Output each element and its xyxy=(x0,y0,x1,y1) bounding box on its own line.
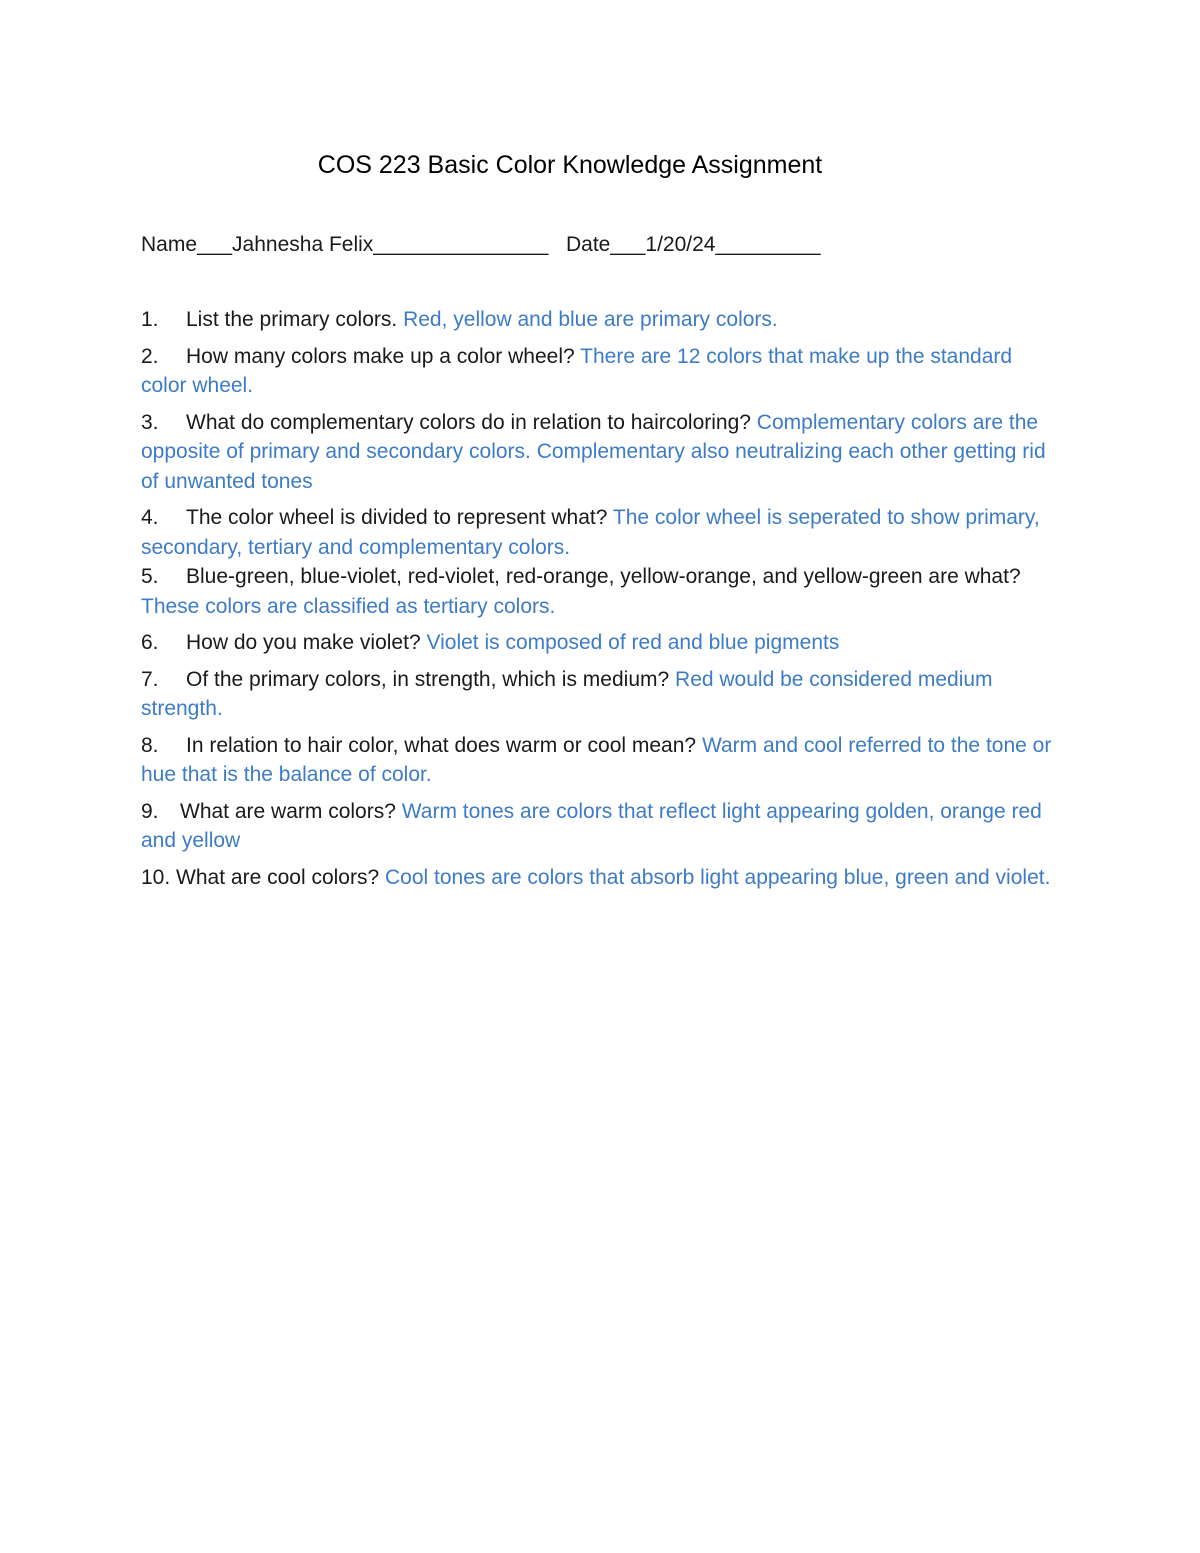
question-text: In relation to hair color, what does warm or cool mean? xyxy=(186,733,697,757)
list-item xyxy=(141,797,1061,856)
answer-text: There are 12 colors that make up the standard color wheel. xyxy=(141,344,1013,397)
question-text: What are warm colors? xyxy=(180,799,396,823)
question-text: How many colors make up a color wheel? xyxy=(186,344,575,368)
item-number: 8. xyxy=(141,733,159,757)
list-item xyxy=(141,305,1061,335)
list-item xyxy=(141,562,1061,621)
list-item xyxy=(141,342,1061,401)
name-date-line: Name___Jahnesha Felix_______________ Date___1/20/24_________ xyxy=(141,233,821,256)
answer-text: Complementary colors are the opposite of primary and secondary colors. Complementary also neutralizing each other getting rid of unwanted tones xyxy=(141,410,1046,493)
question-text: What are cool colors? xyxy=(176,865,380,889)
item-number: 2. xyxy=(141,344,159,368)
question-text: The color wheel is divided to represent what? xyxy=(186,506,608,529)
answer-text: Warm and cool referred to the tone or hue that is the balance of color. xyxy=(141,733,1052,786)
question-list xyxy=(141,305,1061,892)
list-item xyxy=(141,731,1061,790)
question-text: What do complementary colors do in relation to haircoloring? xyxy=(186,410,751,434)
item-number: 5. xyxy=(141,565,159,588)
answer-text: Cool tones are colors that absorb light appearing blue, green and violet. xyxy=(384,865,1051,889)
question-text: List the primary colors. xyxy=(186,308,398,331)
list-item xyxy=(141,408,1061,497)
item-number: 3. xyxy=(141,410,159,434)
item-number: 1. xyxy=(141,308,159,331)
item-number: 6. xyxy=(141,631,159,654)
item-number: 4. xyxy=(141,506,159,529)
answer-text: The color wheel is seperated to show primary, secondary, tertiary and complementary colors. xyxy=(141,506,1040,559)
document-title: COS 223 Basic Color Knowledge Assignment xyxy=(317,151,823,179)
question-text: Of the primary colors, in strength, which is medium? xyxy=(186,667,670,691)
item-number: 9. xyxy=(141,799,159,823)
list-item xyxy=(141,665,1061,724)
item-number: 7. xyxy=(141,667,159,691)
answer-text: Warm tones are colors that reflect light appearing golden, orange red and yellow xyxy=(141,799,1042,852)
answer-text: Red, yellow and blue are primary colors. xyxy=(403,308,778,331)
list-item xyxy=(141,503,1061,562)
list-item xyxy=(141,628,1061,658)
answer-text: Violet is composed of red and blue pigments xyxy=(426,631,840,654)
answer-text: Red would be considered medium strength. xyxy=(141,667,993,720)
question-text: How do you make violet? xyxy=(186,631,421,654)
item-number: 10. xyxy=(141,865,171,889)
list-item xyxy=(141,863,1061,893)
answer-text: These colors are classified as tertiary colors. xyxy=(141,594,556,618)
question-text: Blue-green, blue-violet, red-violet, red-orange, yellow-orange, and yellow-green are what? xyxy=(186,565,1021,588)
